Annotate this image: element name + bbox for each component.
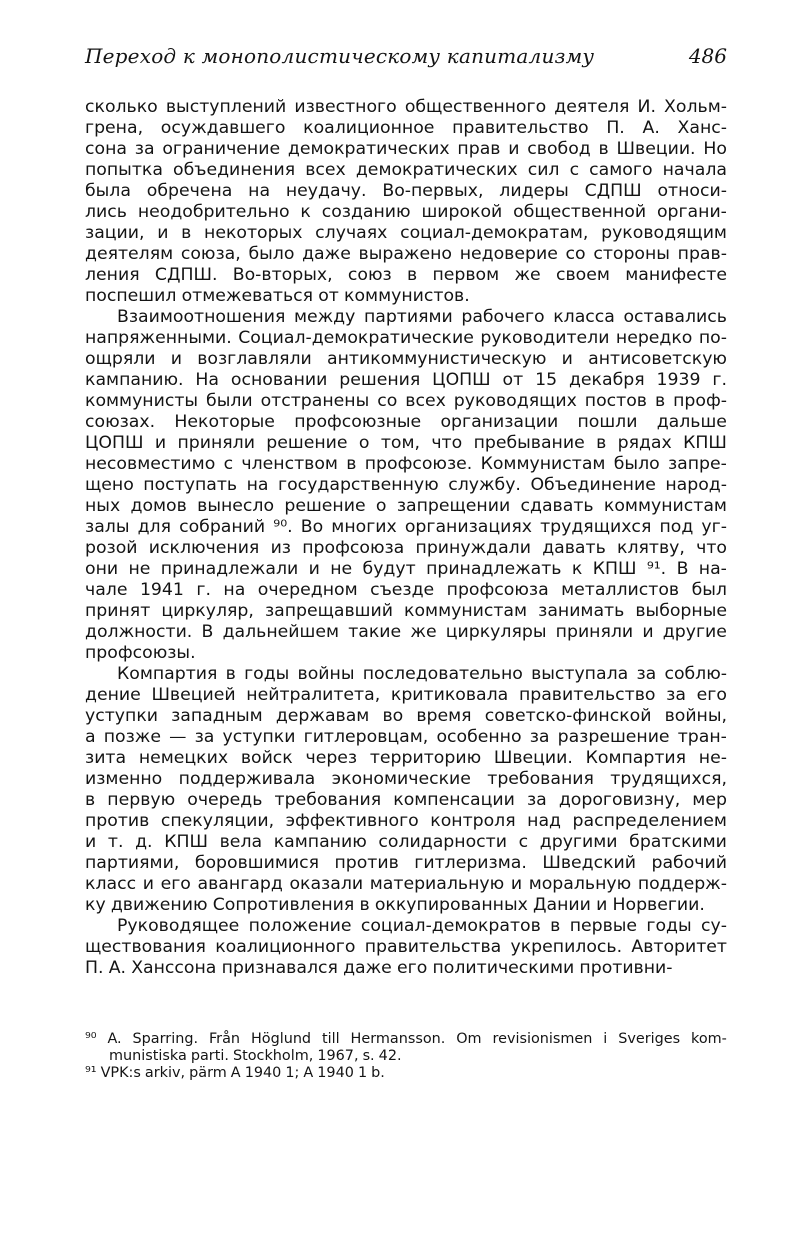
text-line: кампанию. На основании решения ЦОПШ от 15 декабря 1939 г. xyxy=(85,370,727,390)
text-line: зации, и в некоторых случаях социал-демократам, руководящим xyxy=(85,223,727,243)
footnote-line: ⁹¹ VPK:s arkiv, pärm A 1940 1; A 1940 1 b. xyxy=(85,1065,385,1081)
text-line: профсоюзы. xyxy=(85,643,196,663)
text-line: ных домов вынесло решение о запрещении сдавать коммунистам xyxy=(85,496,727,516)
text-line: против спекуляции, эффективного контроля над распределением xyxy=(85,811,727,831)
text-line: лись неодобрительно к созданию широкой общественной органи- xyxy=(85,202,727,222)
body-text xyxy=(85,97,727,979)
text-line: деятелям союза, было даже выражено недоверие со стороны прав- xyxy=(85,244,727,264)
text-line: П. А. Ханссона признавался даже его политическими противни- xyxy=(85,958,673,978)
text-line: Взаимоотношения между партиями рабочего класса оставались xyxy=(117,307,727,327)
text-line: залы для собраний ⁹⁰. Во многих организациях трудящихся под уг- xyxy=(85,517,727,537)
page-header xyxy=(85,44,727,68)
footnote xyxy=(85,1065,727,1082)
text-line: принят циркуляр, запрещавший коммунистам занимать выборные xyxy=(85,601,727,621)
text-line: зита немецких войск через территорию Швеции. Компартия не- xyxy=(85,748,727,768)
text-line: союзах. Некоторые профсоюзные организации пошли дальше xyxy=(85,412,727,432)
footnote-line: munistiska parti. Stockholm, 1967, s. 42. xyxy=(109,1048,402,1064)
text-line: класс и его авангард оказали материальную и моральную поддерж- xyxy=(85,874,727,894)
text-line: была обречена на неудачу. Во-первых, лидеры СДПШ относи- xyxy=(85,181,727,201)
text-line: щено поступать на государственную службу. Объединение народ- xyxy=(85,475,727,495)
page-number: 486 xyxy=(688,44,727,68)
text-line: в первую очередь требования компенсации за дороговизну, мер xyxy=(85,790,727,810)
paragraph xyxy=(85,916,727,979)
text-line: партиями, боровшимися против гитлеризма. Шведский рабочий xyxy=(85,853,727,873)
text-line: розой исключения из профсоюза принуждали давать клятву, что xyxy=(85,538,727,558)
text-line: напряженными. Социал-демократические руководители нередко по- xyxy=(85,328,727,348)
text-line: должности. В дальнейшем такие же циркуляры приняли и другие xyxy=(85,622,727,642)
footnote xyxy=(85,1031,727,1065)
footnote-line: ⁹⁰ A. Sparring. Från Höglund till Hermansson. Om revisionismen i Sveriges kom- xyxy=(85,1031,727,1047)
text-line: поспешил отмежеваться от коммунистов. xyxy=(85,286,470,306)
text-line: сколько выступлений известного общественного деятеля И. Хольм- xyxy=(85,97,727,117)
text-line: они не принадлежали и не будут принадлежать к КПШ ⁹¹. В на- xyxy=(85,559,727,579)
paragraph xyxy=(85,97,727,307)
text-line: ЦОПШ и приняли решение о том, что пребывание в рядах КПШ xyxy=(85,433,727,453)
footnotes xyxy=(85,1031,727,1082)
text-line: коммунисты были отстранены со всех руководящих постов в проф- xyxy=(85,391,727,411)
text-line: ощряли и возглавляли антикоммунистическую и антисоветскую xyxy=(85,349,727,369)
text-line: изменно поддерживала экономические требования трудящихся, xyxy=(85,769,727,789)
text-line: ления СДПШ. Во-вторых, союз в первом же своем манифесте xyxy=(85,265,727,285)
text-line: ку движению Сопротивления в оккупированных Дании и Норвегии. xyxy=(85,895,705,915)
paragraph xyxy=(85,664,727,916)
running-title: Переход к монополистическому капитализму xyxy=(85,44,595,68)
text-line: уступки западным державам во время советско-финской войны, xyxy=(85,706,727,726)
text-line: попытка объединения всех демократических сил с самого начала xyxy=(85,160,727,180)
paragraph xyxy=(85,307,727,664)
text-line: и т. д. КПШ вела кампанию солидарности с другими братскими xyxy=(85,832,727,852)
text-line: Компартия в годы войны последовательно выступала за соблю- xyxy=(117,664,727,684)
text-line: несовместимо с членством в профсоюзе. Коммунистам было запре- xyxy=(85,454,727,474)
text-line: Руководящее положение социал-демократов в первые годы су- xyxy=(117,916,727,936)
text-line: чале 1941 г. на очередном съезде профсоюза металлистов был xyxy=(85,580,727,600)
text-line: дение Швецией нейтралитета, критиковала правительство за его xyxy=(85,685,727,705)
text-line: грена, осуждавшего коалиционное правительство П. А. Ханс- xyxy=(85,118,727,138)
text-line: сона за ограничение демократических прав и свобод в Швеции. Но xyxy=(85,139,727,159)
text-line: ществования коалиционного правительства укрепилось. Авторитет xyxy=(85,937,727,957)
text-line: а позже — за уступки гитлеровцам, особенно за разрешение тран- xyxy=(85,727,727,747)
